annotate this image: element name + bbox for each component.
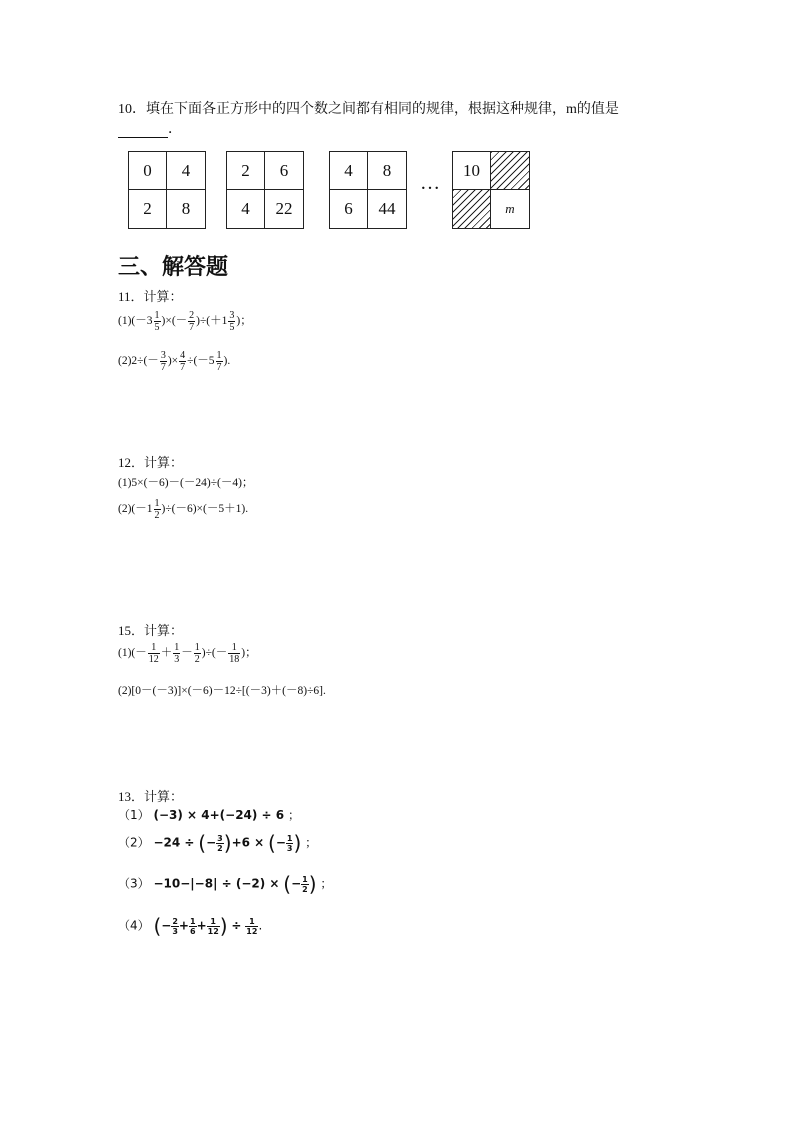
fraction: $\frac{2}{3}$ [172, 916, 178, 936]
expr-text: ÷(－5 [187, 355, 215, 368]
fraction: $\frac{1}{12}$ [207, 916, 219, 936]
expr-text: (−3) × 4+(−24) ÷ 6 [153, 808, 285, 822]
number-square-3 [329, 151, 407, 229]
expr-text: )； [236, 315, 252, 328]
number-square-last [452, 151, 530, 229]
fraction: $\frac{1}{2}$ [302, 874, 308, 894]
square-cell: 8 [181, 199, 191, 218]
expr-text: )÷(－ [201, 647, 228, 660]
fraction: $\frac{3}{5}$ [229, 310, 235, 333]
square-cell: 22 [275, 199, 293, 218]
section-title: 三、解答题 [118, 254, 229, 280]
q11-part2 [118, 350, 230, 373]
square-cell: 4 [167, 152, 205, 190]
square-cell: 4 [330, 152, 368, 190]
fraction: $\frac{1}{3}$ [286, 833, 293, 853]
expr-text: (1)(－ [118, 647, 147, 660]
square-cell: 6 [265, 152, 303, 190]
fraction: $\frac{1}{12}$ [148, 642, 159, 665]
q10-period: ． [168, 122, 182, 137]
expr-text: −24 ÷ [153, 835, 195, 850]
part-label: （4） [118, 918, 150, 933]
number-square-2 [226, 151, 304, 229]
fraction: $\frac{1}{7}$ [216, 350, 222, 373]
square-cell: 6 [330, 190, 368, 228]
q13-part2: （2） −24 ÷ (− $\frac{3}{2}$ )+6 × (− $\frac{1}{3}$ ) ； [118, 831, 318, 855]
answer-blank[interactable] [118, 123, 168, 138]
square-cell: 0 [129, 152, 167, 190]
expr-text: (2)(－1 [118, 503, 153, 516]
q12-part2 [118, 498, 248, 521]
expr-text: −10−|−8| ÷ (−2) × [153, 876, 280, 891]
square-cell: 4 [227, 190, 265, 228]
q15-part1 [118, 642, 257, 665]
expr-text: (2)2÷(－ [118, 355, 159, 368]
expr-text: ). [223, 355, 231, 368]
q10-answer-line [118, 118, 182, 138]
q12-part1: (1)5×(－6)－(－24)÷(－4)； [118, 477, 254, 489]
fraction: $\frac{1}{2}$ [194, 642, 200, 665]
expr-end: ； [287, 808, 300, 822]
q11-header: 11．计算： [118, 289, 183, 304]
number-square-1 [128, 151, 206, 229]
expr-text: )÷(－6)×(－5＋1). [161, 503, 249, 516]
expr-text: ＋ [160, 647, 173, 660]
fraction: $\frac{1}{12}$ [246, 916, 258, 936]
part-label: （1） [118, 808, 150, 822]
expr-text: )； [241, 647, 257, 660]
expr-text: +6 × [231, 835, 265, 850]
expr-end: ； [305, 835, 318, 850]
q13-part3: （3） −10−|−8| ÷ (−2) × (− $\frac{1}{2}$ ) ； [118, 872, 333, 896]
expr-text: － [181, 647, 193, 660]
q12-header: 12．计算： [118, 455, 184, 470]
square-cell: 2 [129, 190, 167, 228]
ellipsis: … [420, 172, 440, 194]
part-label: （3） [118, 876, 150, 891]
expr-text: )÷(＋1 [196, 315, 228, 328]
q15-header: 15．计算： [118, 623, 184, 638]
expr-text: )×(－ [161, 315, 188, 328]
hatched-cell [453, 190, 491, 228]
fraction: $\frac{1}{5}$ [154, 310, 160, 333]
q11-part1 [118, 310, 252, 333]
fraction: $\frac{3}{2}$ [217, 833, 223, 853]
fraction: $\frac{2}{7}$ [189, 310, 195, 333]
fraction: $\frac{1}{3}$ [174, 642, 180, 665]
q10-text: 10．填在下面各正方形中的四个数之间都有相同的规律，根据这种规律，m的值是 [118, 102, 619, 117]
q13-part1 [118, 806, 300, 823]
q13-part4: （4） (− $\frac{2}{3}$ + $\frac{1}{6}$ + $\frac{1}{12}$ ) ÷ $\frac{1}{12}$ . [118, 914, 263, 938]
hatched-cell [491, 152, 529, 190]
fraction: $\frac{1}{6}$ [189, 916, 196, 936]
square-cell-m: m [505, 201, 515, 216]
fraction: $\frac{1}{18}$ [229, 642, 240, 665]
expr-text: )× [167, 355, 179, 368]
part-label: （2） [118, 835, 150, 850]
square-cell: 2 [227, 152, 265, 190]
q15-part2: (2)[0－(－3)]×(－6)－12÷[(－3)＋(－8)÷6]. [118, 685, 326, 697]
fraction: $\frac{1}{2}$ [154, 498, 160, 521]
fraction: $\frac{4}{7}$ [180, 350, 186, 373]
square-cell: 8 [368, 152, 406, 190]
expr-end: ； [320, 876, 333, 891]
square-cell: 10 [453, 152, 491, 190]
fraction: $\frac{3}{7}$ [160, 350, 166, 373]
square-cell: 44 [378, 199, 396, 218]
q13-header: 13．计算： [118, 789, 184, 804]
expr-text: (1)(－3 [118, 315, 153, 328]
expr-text: ÷ [231, 918, 242, 933]
expr-end: . [258, 918, 263, 933]
